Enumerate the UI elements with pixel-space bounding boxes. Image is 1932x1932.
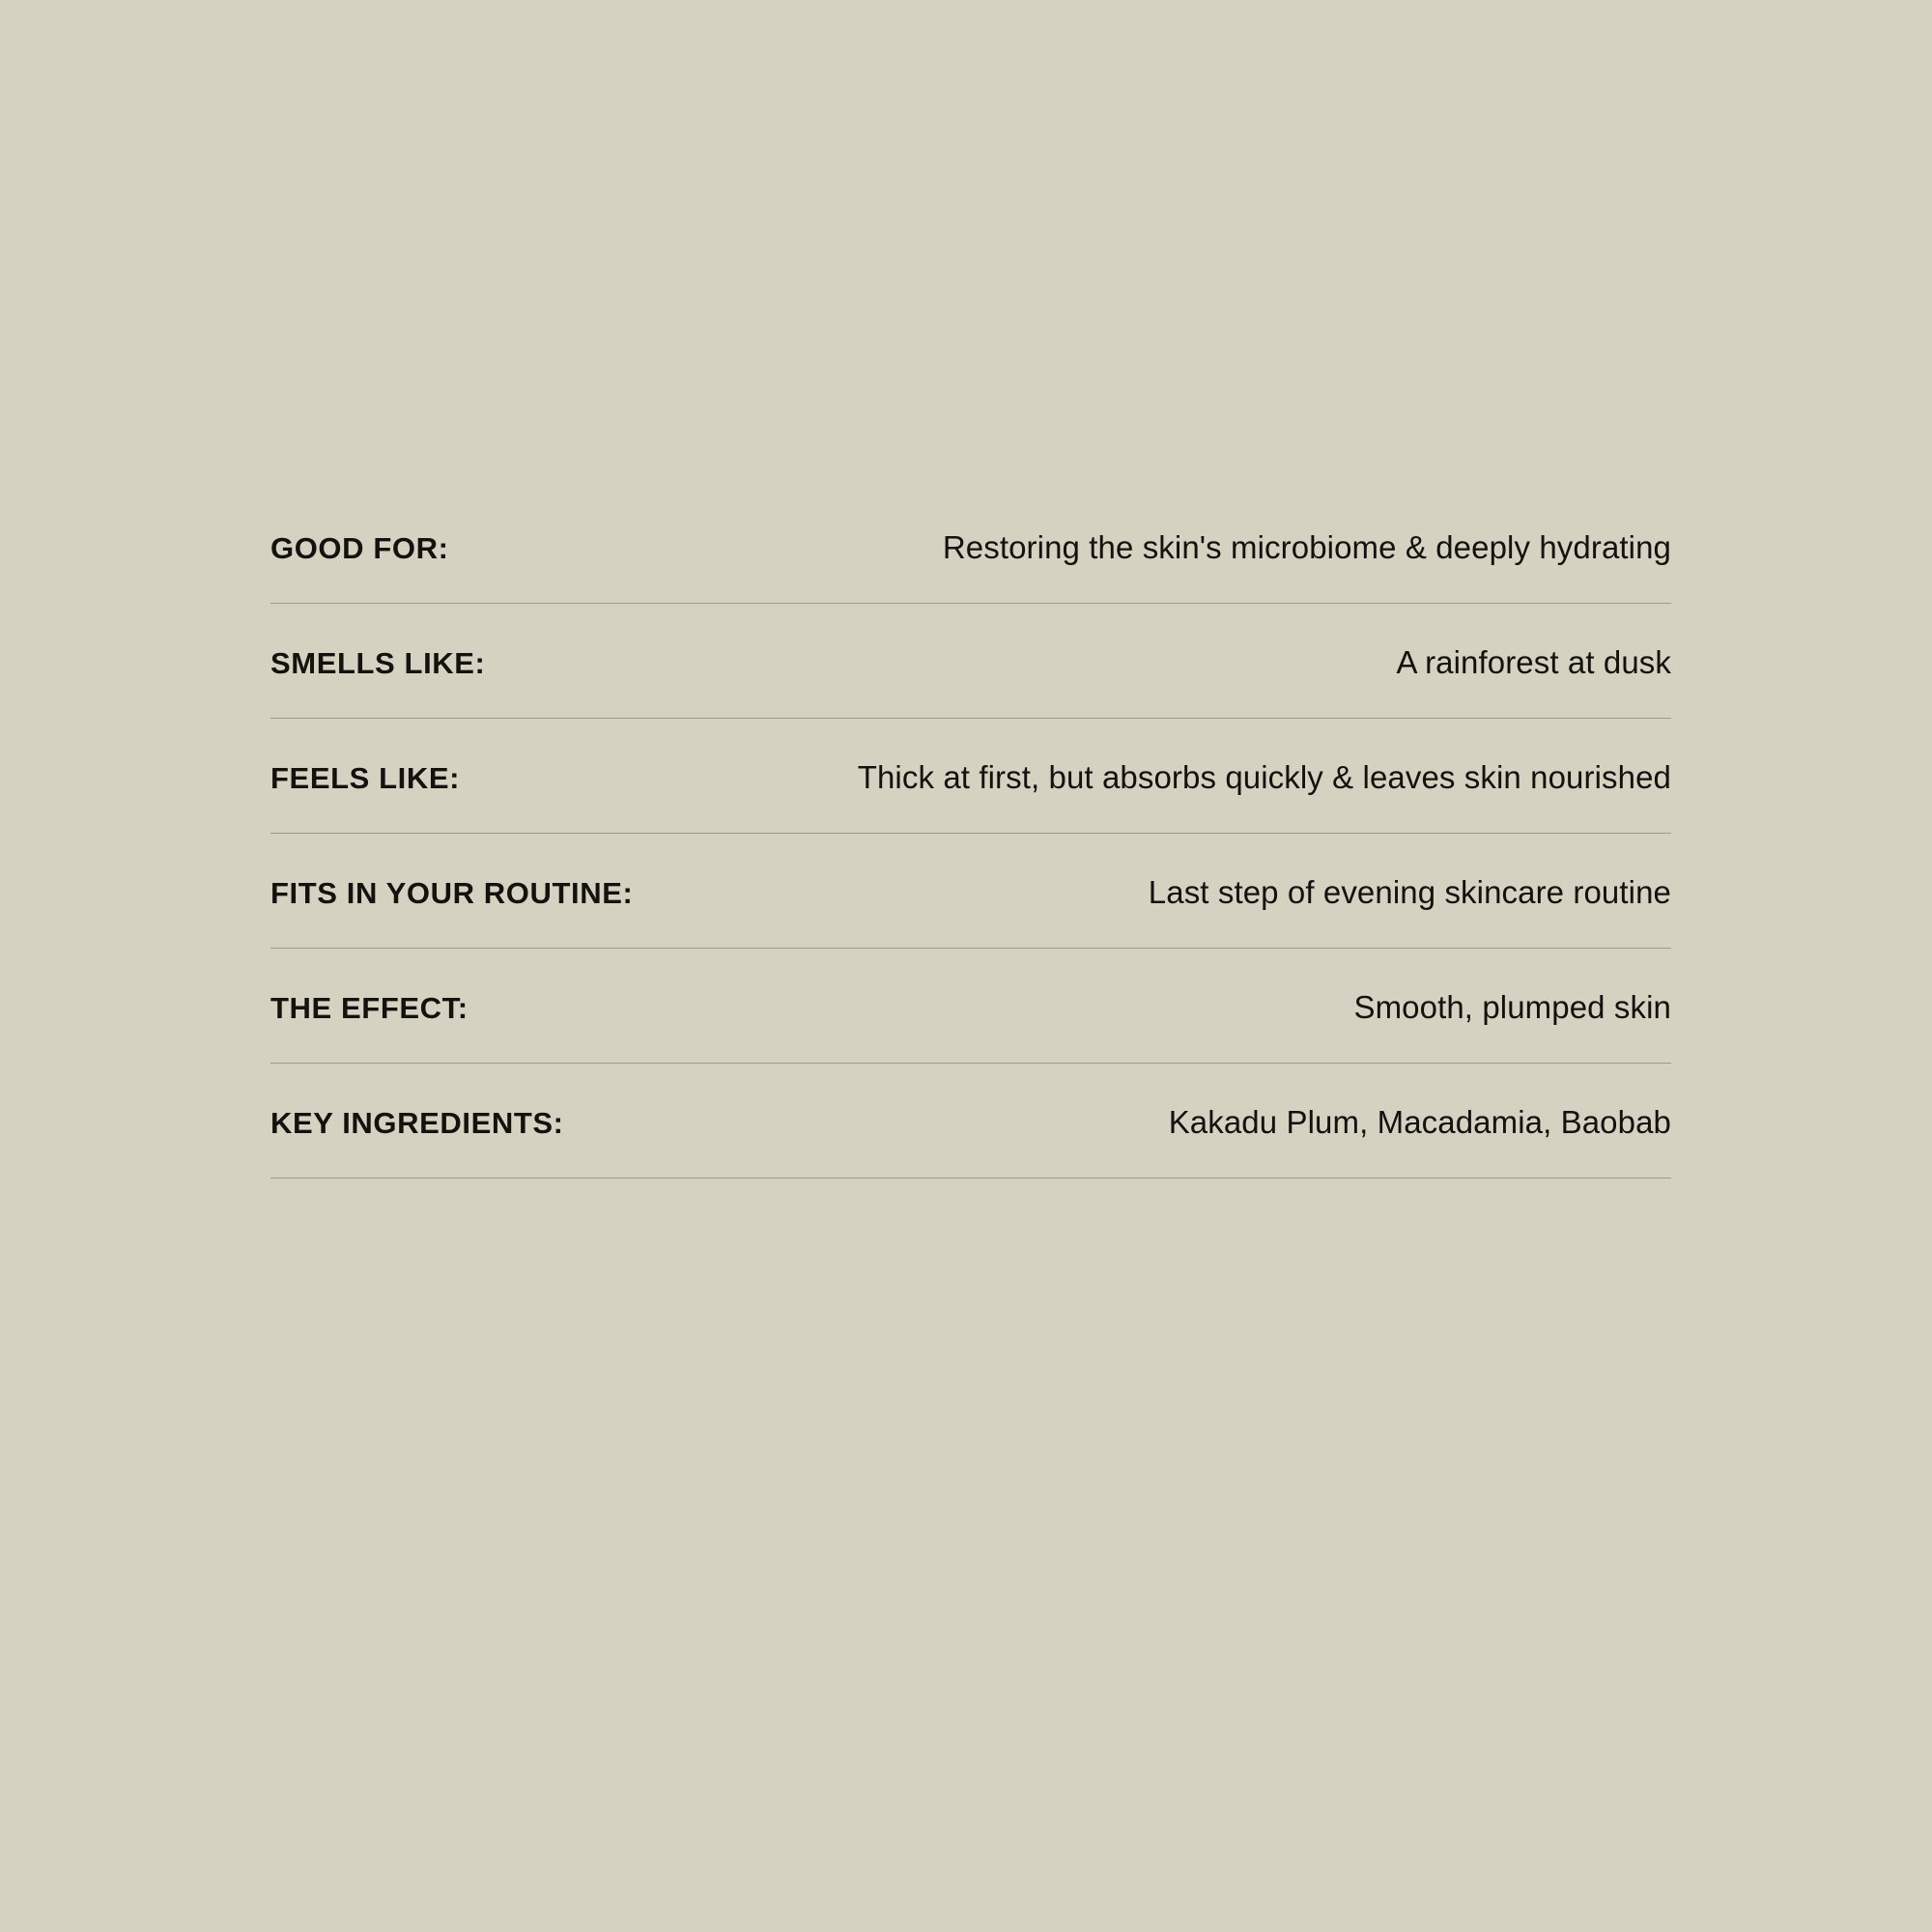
table-row [270,1064,1671,1179]
spec-label-the-effect: THE EFFECT: [270,991,469,1025]
spec-label-good-for: GOOD FOR: [270,531,449,565]
spec-value-smells-like: A rainforest at dusk [1396,644,1671,680]
table-row [270,719,1671,834]
spec-label-feels-like: FEELS LIKE: [270,761,461,795]
table-row [270,949,1671,1064]
spec-value-the-effect: Smooth, plumped skin [1353,989,1671,1025]
table-row [270,604,1671,719]
spec-label-key-ingredients: KEY INGREDIENTS: [270,1106,564,1140]
spec-value-good-for: Restoring the skin's microbiome & deeply hydrating [942,529,1671,565]
table-row [270,834,1671,949]
spec-label-fits-in-your-routine: FITS IN YOUR ROUTINE: [270,876,634,910]
table-row [270,529,1671,604]
spec-table [270,529,1671,1179]
spec-label-smells-like: SMELLS LIKE: [270,646,486,680]
spec-value-key-ingredients: Kakadu Plum, Macadamia, Baobab [1168,1104,1671,1140]
spec-value-fits-in-your-routine: Last step of evening skincare routine [1148,874,1671,910]
spec-value-feels-like: Thick at first, but absorbs quickly & leaves skin nourished [857,759,1671,795]
